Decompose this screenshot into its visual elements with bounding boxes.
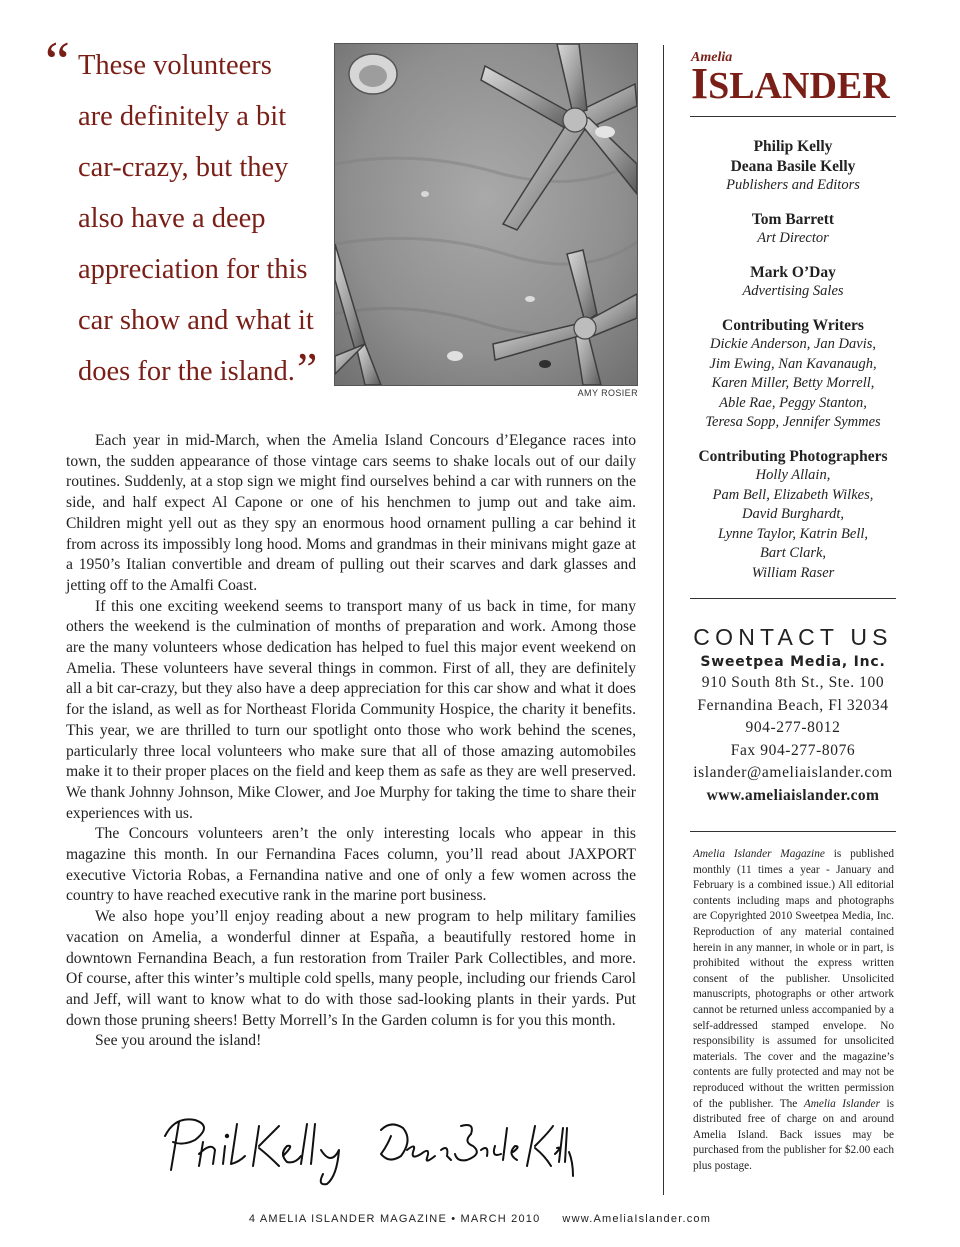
contact-email-link[interactable]: islander@ameliaislander.com xyxy=(693,764,893,781)
staff-role: Publishers and Editors xyxy=(726,177,860,193)
pull-quote-line: car-crazy, but they xyxy=(78,152,289,183)
contact-city: Fernandina Beach, Fl 32034 xyxy=(697,696,889,714)
paragraph: We also hope you’ll enjoy reading about a new program to help military families vacation on Amelia, a wonderful dinner at España, a beautifully restored home in downtown Fernandina Beach, a fun restoration from Trailer Park Collectibles, and more. Of course, after this winter’s multiple cold spells, many people, including our friends Carol and Jeff, will want to know what to do with those sad-looking plants in their yards. Put down those pruning sheers! Betty Morrell’s In the Garden column is for you this month. xyxy=(66,908,636,1029)
contact-rule-top xyxy=(690,598,896,599)
staff-group-publishers xyxy=(690,137,896,196)
staff-names-line: Karen Miller, Betty Morrell, xyxy=(711,375,875,391)
starfish-photo xyxy=(334,43,638,386)
page-footer xyxy=(0,1213,960,1225)
signature-phil-kelly xyxy=(165,1119,339,1184)
contact-address: 910 South 8th St., Ste. 100 xyxy=(701,674,885,691)
staff-heading: Contributing Writers xyxy=(722,316,864,334)
staff-names-line: Teresa Sopp, Jennifer Symmes xyxy=(705,414,881,430)
pull-quote-line: appreciation for this xyxy=(78,254,308,285)
notice-text: is published monthly (11 times a year - January and February is a combined issue.) All editorial contents including maps and photographs are Copyrighted 2010 Sweetpea Media, Inc. Reproduction of any material contained herein in any manner, in whole or in part, is prohibited without the express written consent of the publisher. Unsolicited manuscripts, photographs or other artwork cannot be returned unless accompanied by a self-addressed stamped envelope. No responsibility is assumed for unsolicited materials. The cover and the magazine’s contents are fully protected and may not be reproduced without the written permission of the publisher. The xyxy=(693,848,894,1110)
pull-quote-line: are definitely a bit xyxy=(78,101,287,132)
staff-names-line: Jim Ewing, Nan Kavanaugh, xyxy=(709,355,877,372)
staff-group-advertising xyxy=(690,263,896,302)
signature-deana-basile-kelly xyxy=(381,1124,573,1176)
staff-role: Art Director xyxy=(757,230,829,246)
staff-list xyxy=(690,137,896,597)
staff-names-line: Bart Clark, xyxy=(759,545,827,561)
pull-quote-line: also have a deep xyxy=(78,203,266,234)
open-quote-mark: “ xyxy=(45,31,70,93)
staff-group-art-director xyxy=(690,210,896,249)
staff-name: Philip Kelly xyxy=(753,138,833,155)
footer-page-info: 4 AMELIA ISLANDER MAGAZINE • MARCH 2010 xyxy=(248,1213,541,1225)
footer-url[interactable]: www.AmeliaIslander.com xyxy=(562,1213,712,1225)
pull-quote xyxy=(45,31,335,397)
paragraph: The Concours volunteers aren’t the only interesting locals who appear in this magazine this month. In our Fernandina Faces column, you’ll read about JAXPORT executive Victoria Robas, a Fernandina native and one of only a few women across the country to have reached executive rank in the marine port business. xyxy=(66,825,636,905)
column-divider xyxy=(663,45,664,1195)
signatures xyxy=(155,1106,575,1186)
pull-quote-line: These volunteers xyxy=(78,50,272,81)
staff-names-line: Holly Allain, xyxy=(755,467,831,483)
photo-credit: AMY ROSIER xyxy=(577,388,638,398)
staff-names-line: Lynne Taylor, Katrin Bell, xyxy=(717,525,869,542)
logo-islander: ISLANDER xyxy=(691,59,890,108)
magazine-name: Amelia Islander xyxy=(803,1097,880,1110)
staff-names-line: Pam Bell, Elizabeth Wilkes, xyxy=(712,486,874,503)
contact-phone: 904-277-8012 xyxy=(745,719,841,736)
pull-quote-line-last: does for the island.” xyxy=(78,343,318,394)
paragraph: If this one exciting weekend seems to transport many of us back in time, for many others the weekend is the culmination of months of preparation and work. Among those are the many volunteers whose dedication has helped to fuel this major event weekend on Amelia. These volunteers have several things in common. First of all, they are definitely all a bit car-crazy, but they also have a deep appreciation for this car show and what it does for the island, as well as for Northeast Florida Community Hospice, the charity it benefits. This year, we are thrilled to turn our spotlight onto those who work behind the scenes, particularly three local volunteers who make sure that all of those amazing automobiles make it to their proper places on the field and keep them as safe as they are well preserved. We thank Johnny Johnson, Mike Clower, and Joe Murphy for taking the time to share their experiences with us. xyxy=(66,597,636,822)
staff-names-line: William Raser xyxy=(751,564,835,581)
logo-amelia: Amelia xyxy=(691,50,733,65)
pull-quote-line: car show and what it xyxy=(78,305,314,336)
staff-heading: Contributing Photographers xyxy=(698,447,888,465)
staff-name: Deana Basile Kelly xyxy=(730,157,856,175)
contact-website-link[interactable]: www.ameliaislander.com xyxy=(706,786,880,804)
notice-text: is distributed free of charge on and around Amelia Island. Back issues may be purchased from the publisher for $2.00 each plus postage. xyxy=(693,1097,894,1172)
paragraph: See you around the island! xyxy=(95,1032,262,1050)
staff-names-line: David Burghardt, xyxy=(741,506,845,522)
contact-fax: Fax 904-277-8076 xyxy=(730,741,856,759)
staff-group-writers xyxy=(690,316,896,433)
editorial-body xyxy=(66,431,636,1052)
contact-rule-bottom xyxy=(690,831,896,832)
staff-names-line: Able Rae, Peggy Stanton, xyxy=(719,394,867,411)
staff-name: Tom Barrett xyxy=(751,210,835,228)
staff-names-line: Dickie Anderson, Jan Davis, xyxy=(709,336,877,352)
magazine-name: Amelia Islander Magazine xyxy=(693,848,825,860)
contact-title: CONTACT US xyxy=(693,624,893,650)
masthead-rule xyxy=(690,116,896,117)
contact-company: Sweetpea Media, Inc. xyxy=(700,654,886,670)
contact-block xyxy=(690,622,896,807)
staff-name: Mark O’Day xyxy=(750,263,836,281)
staff-group-photographers xyxy=(690,447,896,584)
copyright-notice xyxy=(693,847,894,1174)
staff-role: Advertising Sales xyxy=(742,283,844,299)
close-quote-mark: ” xyxy=(296,343,318,394)
paragraph: Each year in mid-March, when the Amelia Island Concours d’Elegance races into town, the sudden appearance of those vintage cars seems to shake locals out of our daily routines. Suddenly, at a stop sign we might find ourselves behind a car with runners on the side, and half expect Al Capone or one of his henchmen to jump out and take aim. Children might yell out as they spy an enormous hood ornament pulling a car behind it from across its impossibly long hood. Moms and grandmas in their minivans might gaze at a 1950’s Italian convertible and dream of pulling out their scarves and dark glasses and jetting off to the Amalfi Coast. xyxy=(66,432,636,594)
